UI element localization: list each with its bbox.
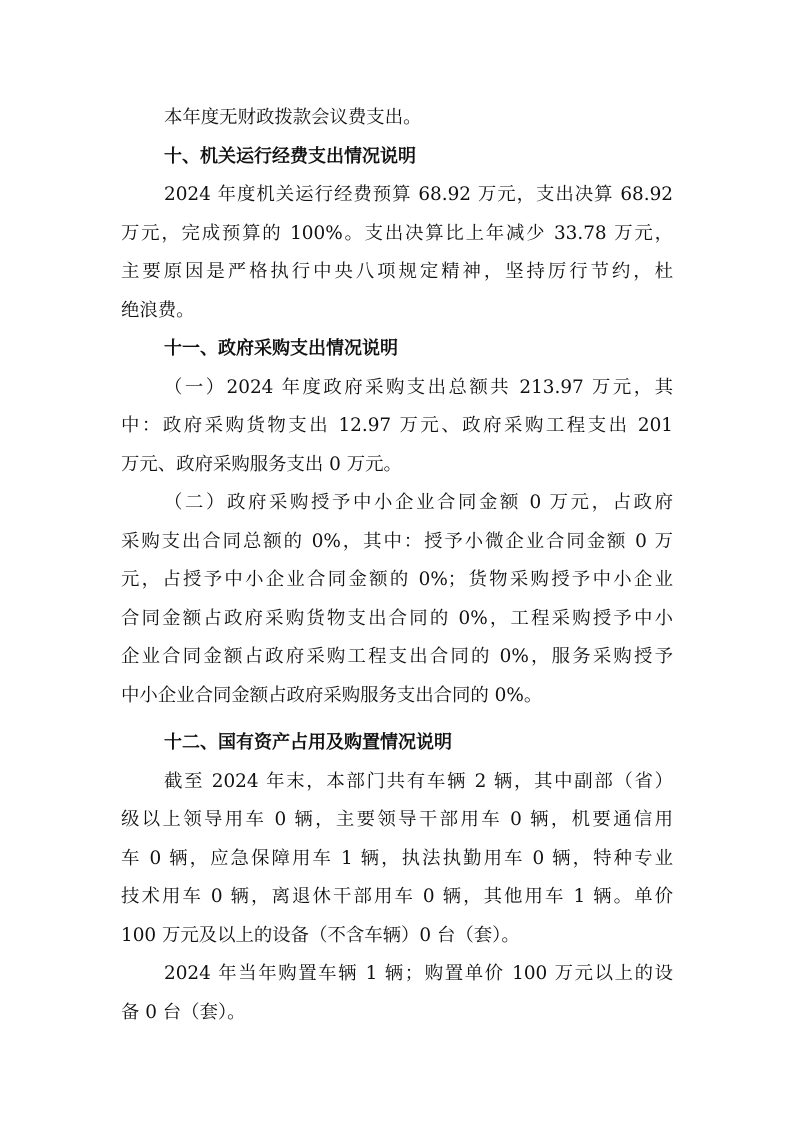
paragraph-line: 100 万元及以上的设备（不含车辆）0 台（套）。 (121, 924, 520, 946)
section-heading-10: 十、机关运行经费支出情况说明 (164, 145, 416, 167)
paragraph-line: 中：政府采购货物支出 12.97 万元、政府采购工程支出 201 (121, 415, 673, 436)
paragraph-line: 万元、政府采购服务支出 0 万元。 (121, 453, 402, 475)
paragraph-line: 元，占授予中小企业合同金额的 0%；货物采购授予中小企业 (121, 569, 673, 590)
paragraph-line: 2024 年度机关运行经费预算 68.92 万元，支出决算 68.92 (164, 184, 673, 205)
section-heading-11: 十一、政府采购支出情况说明 (164, 338, 398, 359)
paragraph-line: 主要原因是严格执行中央八项规定精神，坚持厉行节约，杜 (121, 261, 673, 282)
paragraph-line: 绝浪费。 (121, 299, 195, 321)
paragraph-line: 本年度无财政拨款会议费支出。 (164, 107, 422, 128)
paragraph-line: 车 0 辆，应急保障用车 1 辆，执法执勤用车 0 辆，特种专业 (121, 847, 673, 869)
paragraph-line: 万元，完成预算的 100%。支出决算比上年减少 33.78 万元， (121, 222, 673, 244)
paragraph-line: 中小企业合同金额占政府采购服务支出合同的 0%。 (121, 684, 543, 706)
section-heading-12: 十二、国有资产占用及购置情况说明 (164, 732, 452, 753)
paragraph-line: 采购支出合同总额的 0%，其中：授予小微企业合同金额 0 万 (121, 530, 673, 552)
paragraph-line: 级以上领导用车 0 辆，主要领导干部用车 0 辆，机要通信用 (121, 809, 673, 830)
paragraph-line: 2024 年当年购置车辆 1 辆；购置单价 100 万元以上的设 (164, 963, 673, 984)
document-body (121, 99, 673, 1032)
paragraph-line: 备 0 台（套）。 (121, 1001, 246, 1023)
paragraph-line: （二）政府采购授予中小企业合同金额 0 万元，占政府 (164, 492, 673, 513)
paragraph-line: 截至 2024 年末，本部门共有车辆 2 辆，其中副部（省） (164, 770, 673, 792)
paragraph-line: （一）2024 年度政府采购支出总额共 213.97 万元，其 (164, 376, 673, 398)
paragraph-line: 企业合同金额占政府采购工程支出合同的 0%，服务采购授予 (121, 646, 673, 667)
paragraph-line: 合同金额占政府采购货物支出合同的 0%，工程采购授予中小 (121, 607, 673, 629)
paragraph-line: 技术用车 0 辆，离退休干部用车 0 辆，其他用车 1 辆。单价 (121, 886, 673, 907)
